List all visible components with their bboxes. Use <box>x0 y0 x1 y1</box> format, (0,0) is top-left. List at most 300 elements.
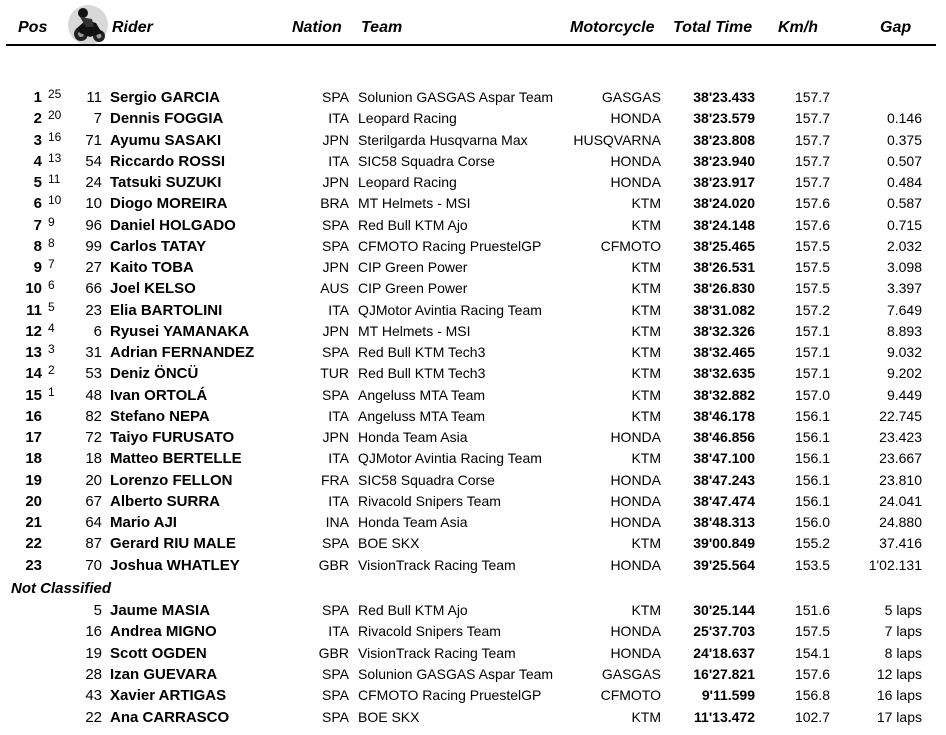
cell-moto: HONDA <box>610 492 661 509</box>
table-row <box>0 300 946 321</box>
cell-points: 25 <box>48 87 62 101</box>
cell-num: 23 <box>85 301 102 319</box>
table-row <box>0 215 946 236</box>
cell-team: SIC58 Squadra Corse <box>358 152 495 169</box>
cell-rider: Scott OGDEN <box>110 644 207 662</box>
cell-time: 24'18.637 <box>693 644 755 661</box>
cell-nation: AUS <box>320 280 349 297</box>
cell-nation: ITA <box>328 492 349 509</box>
cell-team: MT Helmets - MSI <box>358 195 471 212</box>
cell-num: 24 <box>85 174 102 191</box>
header-team: Team <box>361 19 403 36</box>
cell-kmh: 157.6 <box>794 195 830 212</box>
table-row <box>0 193 946 214</box>
cell-num: 82 <box>85 407 102 425</box>
table-row <box>0 363 946 384</box>
cell-nation: SPA <box>322 89 349 105</box>
table-row <box>0 685 946 706</box>
cell-moto: KTM <box>631 450 661 467</box>
cell-time: 11'13.472 <box>694 708 755 725</box>
cell-moto: KTM <box>631 259 661 275</box>
cell-points: 3 <box>48 342 55 356</box>
cell-gap: 0.587 <box>886 195 922 212</box>
cell-rider: Izan GUEVARA <box>110 665 218 683</box>
cell-team: CIP Green Power <box>358 280 468 297</box>
cell-nation: SPA <box>322 665 349 682</box>
cell-num: 6 <box>93 322 102 340</box>
cell-time: 38'47.474 <box>693 492 755 509</box>
cell-kmh: 157.1 <box>794 365 830 382</box>
table-row <box>0 621 946 642</box>
cell-kmh: 156.1 <box>794 471 830 488</box>
cell-rider: Xavier ARTIGAS <box>110 687 227 705</box>
header-divider <box>6 44 936 46</box>
cell-pos: 6 <box>33 195 42 213</box>
cell-moto: HONDA <box>610 623 661 640</box>
cell-pos: 18 <box>25 450 42 468</box>
cell-kmh: 156.0 <box>794 514 830 530</box>
cell-kmh: 157.1 <box>794 322 830 339</box>
cell-moto: KTM <box>631 280 661 297</box>
cell-moto: KTM <box>631 216 661 233</box>
cell-pos: 21 <box>25 514 42 531</box>
cell-kmh: 156.1 <box>794 407 830 424</box>
cell-nation: FRA <box>321 471 349 488</box>
cell-num: 31 <box>85 344 102 361</box>
cell-pos: 1 <box>33 89 42 106</box>
cell-gap: 23.423 <box>879 429 922 445</box>
cell-gap: 3.397 <box>886 280 922 297</box>
cell-team: QJMotor Avintia Racing Team <box>358 450 542 467</box>
cell-pos: 15 <box>25 386 42 404</box>
cell-points: 5 <box>48 299 55 314</box>
table-row <box>0 491 946 512</box>
table-row <box>0 664 946 685</box>
cell-nation: ITA <box>328 407 349 424</box>
cell-rider: Stefano NEPA <box>110 407 210 425</box>
cell-gap: 0.715 <box>886 216 922 233</box>
header-pos: Pos <box>18 19 48 36</box>
cell-moto: KTM <box>631 301 661 318</box>
cell-nation: BRA <box>320 195 349 212</box>
cell-pos: 5 <box>33 174 42 191</box>
cell-rider: Taiyo FURUSATO <box>110 429 235 446</box>
cell-time: 38'25.465 <box>693 237 755 254</box>
cell-pos: 4 <box>33 152 42 170</box>
cell-pos: 11 <box>26 301 42 319</box>
cell-team: Red Bull KTM Tech3 <box>358 365 486 382</box>
cell-nation: ITA <box>328 623 349 640</box>
cell-num: 96 <box>85 216 102 234</box>
cell-gap: 0.507 <box>886 152 922 169</box>
cell-moto: GASGAS <box>601 89 661 105</box>
cell-pos: 19 <box>25 471 42 489</box>
cell-pos: 7 <box>33 216 42 234</box>
cell-team: Leopard Racing <box>358 110 457 127</box>
cell-gap: 0.146 <box>886 110 922 127</box>
cell-time: 30'25.144 <box>693 602 755 618</box>
cell-rider: Ayumu SASAKI <box>110 131 222 149</box>
cell-time: 38'32.465 <box>693 344 755 360</box>
motorcycle-rider-icon <box>66 3 110 47</box>
cell-rider: Ivan ORTOLÁ <box>110 386 208 404</box>
cell-team: Angeluss MTA Team <box>358 407 486 424</box>
cell-rider: Sergio GARCIA <box>110 89 221 106</box>
header-kmh: Km/h <box>778 19 818 36</box>
cell-time: 38'23.808 <box>693 131 755 148</box>
cell-rider: Alberto SURRA <box>110 492 221 510</box>
cell-time: 38'26.830 <box>693 280 755 297</box>
cell-time: 25'37.703 <box>693 623 755 640</box>
cell-rider: Ana CARRASCO <box>110 708 230 726</box>
cell-moto: HONDA <box>610 429 661 445</box>
table-row <box>0 600 946 621</box>
cell-pos: 20 <box>25 492 42 510</box>
cell-pos: 14 <box>25 365 42 383</box>
header-rider: Rider <box>112 19 153 36</box>
cell-num: 27 <box>85 259 102 276</box>
cell-rider: Deniz ÖNCÜ <box>110 365 199 383</box>
cell-rider: Jaume MASIA <box>110 602 211 619</box>
cell-moto: KTM <box>631 602 661 618</box>
cell-nation: SPA <box>322 535 349 552</box>
cell-team: Red Bull KTM Ajo <box>358 602 468 618</box>
cell-nation: ITA <box>328 301 349 318</box>
cell-pos: 3 <box>33 131 42 149</box>
cell-kmh: 157.7 <box>794 131 830 148</box>
cell-gap: 16 laps <box>876 687 922 704</box>
cell-moto: KTM <box>631 195 661 212</box>
cell-points: 8 <box>48 235 55 250</box>
cell-gap: 3.098 <box>886 259 922 275</box>
cell-gap: 12 laps <box>876 665 922 682</box>
cell-gap: 9.032 <box>886 344 922 360</box>
cell-nation: JPN <box>322 174 349 190</box>
cell-team: CFMOTO Racing PruestelGP <box>358 237 542 254</box>
cell-rider: Lorenzo FELLON <box>110 471 233 489</box>
cell-pos: 17 <box>25 429 42 446</box>
cell-time: 38'24.148 <box>693 216 755 233</box>
cell-time: 38'23.579 <box>693 110 755 127</box>
cell-moto: KTM <box>631 386 661 403</box>
cell-gap: 37.416 <box>879 535 922 552</box>
table-row <box>0 643 946 664</box>
cell-moto: CFMOTO <box>600 687 661 704</box>
cell-nation: ITA <box>328 110 349 127</box>
cell-team: Honda Team Asia <box>358 514 468 530</box>
cell-team: Leopard Racing <box>358 174 457 190</box>
cell-nation: ITA <box>328 152 349 169</box>
cell-team: BOE SKX <box>358 535 420 552</box>
table-row <box>0 406 946 427</box>
cell-rider: Dennis FOGGIA <box>110 110 224 128</box>
cell-team: VisionTrack Racing Team <box>358 644 516 661</box>
cell-gap: 0.484 <box>886 174 922 190</box>
cell-rider: Ryusei YAMANAKA <box>110 322 250 340</box>
cell-nation: JPN <box>322 322 349 339</box>
cell-points: 10 <box>48 193 62 208</box>
cell-rider: Diogo MOREIRA <box>110 195 228 213</box>
cell-time: 38'46.178 <box>693 407 755 424</box>
cell-points: 11 <box>48 172 61 186</box>
table-row <box>0 172 946 193</box>
cell-gap: 23.667 <box>879 450 922 467</box>
cell-num: 20 <box>85 471 102 489</box>
cell-rider: Andrea MIGNO <box>110 623 217 641</box>
table-row <box>0 385 946 406</box>
cell-gap: 8.893 <box>886 322 922 339</box>
cell-num: 67 <box>85 492 102 510</box>
cell-points: 6 <box>48 278 55 293</box>
cell-gap: 2.032 <box>886 237 922 254</box>
cell-num: 54 <box>85 152 102 170</box>
cell-num: 64 <box>85 514 102 531</box>
cell-team: Angeluss MTA Team <box>358 386 486 403</box>
cell-gap: 22.745 <box>879 407 922 424</box>
table-row <box>0 427 946 448</box>
cell-points: 9 <box>48 214 55 229</box>
cell-gap: 5 laps <box>884 602 922 618</box>
cell-pos: 10 <box>25 280 42 298</box>
cell-time: 39'25.564 <box>693 556 755 573</box>
cell-rider: Matteo BERTELLE <box>110 450 242 468</box>
cell-gap: 9.449 <box>886 386 922 403</box>
cell-kmh: 151.6 <box>794 602 830 618</box>
cell-nation: SPA <box>322 344 349 360</box>
cell-kmh: 156.1 <box>794 492 830 509</box>
table-row <box>0 448 946 469</box>
cell-team: Solunion GASGAS Aspar Team <box>358 89 554 105</box>
cell-time: 38'26.531 <box>693 259 755 275</box>
cell-time: 38'32.635 <box>693 365 755 382</box>
cell-num: 16 <box>85 623 102 641</box>
table-row <box>0 87 946 108</box>
table-row <box>0 108 946 129</box>
cell-kmh: 153.5 <box>794 556 830 573</box>
table-row <box>0 707 946 728</box>
cell-kmh: 157.5 <box>794 237 830 254</box>
cell-nation: TUR <box>320 365 349 382</box>
cell-team: MT Helmets - MSI <box>358 322 471 339</box>
cell-kmh: 157.6 <box>794 665 830 682</box>
cell-gap: 24.880 <box>879 514 922 530</box>
cell-pos: 23 <box>25 556 42 574</box>
cell-rider: Elia BARTOLINI <box>110 301 223 319</box>
cell-moto: KTM <box>631 407 661 424</box>
cell-num: 10 <box>85 195 102 213</box>
header-motorcycle: Motorcycle <box>570 19 655 36</box>
cell-kmh: 157.1 <box>794 344 830 360</box>
cell-kmh: 156.1 <box>794 450 830 467</box>
cell-points: 4 <box>48 320 55 335</box>
cell-num: 7 <box>93 110 102 128</box>
cell-time: 38'23.917 <box>693 174 755 190</box>
cell-kmh: 157.7 <box>794 174 830 190</box>
cell-nation: GBR <box>318 644 349 661</box>
cell-num: 48 <box>85 386 102 404</box>
cell-kmh: 157.6 <box>794 216 830 233</box>
table-row <box>0 555 946 576</box>
table-row <box>0 236 946 257</box>
cell-team: Honda Team Asia <box>358 429 468 445</box>
table-row <box>0 278 946 299</box>
cell-nation: JPN <box>322 259 349 275</box>
cell-team: Solunion GASGAS Aspar Team <box>358 665 554 682</box>
cell-moto: KTM <box>631 535 661 552</box>
cell-kmh: 154.1 <box>794 644 830 661</box>
cell-gap: 7 laps <box>884 623 922 640</box>
cell-time: 39'00.849 <box>693 535 755 552</box>
cell-moto: HONDA <box>610 556 661 573</box>
table-row <box>0 470 946 491</box>
cell-team: BOE SKX <box>358 708 420 725</box>
cell-moto: CFMOTO <box>600 237 661 254</box>
cell-team: Red Bull KTM Tech3 <box>358 344 486 360</box>
cell-rider: Daniel HOLGADO <box>110 216 236 234</box>
cell-rider: Tatsuki SUZUKI <box>110 174 222 191</box>
cell-rider: Gerard RIU MALE <box>110 535 236 553</box>
cell-team: Red Bull KTM Ajo <box>358 216 468 233</box>
cell-rider: Joel KELSO <box>110 280 196 298</box>
cell-time: 38'47.100 <box>693 450 755 467</box>
table-row <box>0 533 946 554</box>
cell-moto: HONDA <box>610 514 661 530</box>
cell-team: CIP Green Power <box>358 259 468 275</box>
cell-rider: Carlos TATAY <box>110 237 207 255</box>
cell-nation: JPN <box>322 429 349 445</box>
cell-moto: GASGAS <box>601 665 661 682</box>
cell-pos: 22 <box>25 535 42 553</box>
cell-moto: KTM <box>631 365 661 382</box>
cell-gap: 1'02.131 <box>868 556 922 573</box>
cell-num: 53 <box>85 365 102 383</box>
cell-nation: ITA <box>328 450 349 467</box>
cell-nation: JPN <box>322 131 349 148</box>
cell-time: 38'31.082 <box>693 301 755 318</box>
cell-rider: Kaito TOBA <box>110 259 194 276</box>
cell-kmh: 156.8 <box>794 687 830 704</box>
cell-num: 70 <box>85 556 102 574</box>
cell-rider: Adrian FERNANDEZ <box>110 344 255 361</box>
cell-rider: Mario AJI <box>110 514 177 531</box>
header-nation: Nation <box>292 19 342 36</box>
cell-num: 43 <box>85 687 102 705</box>
header-total-time: Total Time <box>673 19 753 36</box>
cell-points: 16 <box>48 129 62 144</box>
not-classified-label: Not Classified <box>11 580 112 597</box>
cell-time: 38'32.326 <box>693 322 755 339</box>
cell-time: 38'46.856 <box>693 429 755 445</box>
cell-nation: SPA <box>322 386 349 403</box>
cell-kmh: 156.1 <box>794 429 830 445</box>
cell-team: QJMotor Avintia Racing Team <box>358 301 542 318</box>
cell-moto: KTM <box>631 708 661 725</box>
cell-time: 9'11.599 <box>701 687 755 704</box>
table-row <box>0 321 946 342</box>
cell-nation: SPA <box>322 237 349 254</box>
cell-time: 38'48.313 <box>693 514 755 530</box>
cell-num: 28 <box>85 665 102 683</box>
cell-pos: 8 <box>33 237 42 255</box>
cell-kmh: 157.7 <box>794 110 830 127</box>
cell-moto: KTM <box>631 344 661 360</box>
cell-num: 99 <box>85 237 102 255</box>
cell-num: 5 <box>93 602 102 619</box>
cell-moto: HONDA <box>610 471 661 488</box>
cell-time: 38'47.243 <box>693 471 755 488</box>
cell-team: SIC58 Squadra Corse <box>358 471 495 488</box>
cell-moto: HONDA <box>610 644 661 661</box>
cell-team: VisionTrack Racing Team <box>358 556 516 573</box>
results-header <box>0 0 946 52</box>
cell-time: 38'23.940 <box>693 152 755 169</box>
cell-gap: 17 laps <box>876 708 922 725</box>
cell-moto: HONDA <box>610 174 661 190</box>
table-row <box>0 151 946 172</box>
cell-nation: SPA <box>322 602 349 618</box>
cell-points: 1 <box>48 384 55 399</box>
cell-nation: SPA <box>322 216 349 233</box>
cell-num: 11 <box>86 89 102 106</box>
cell-pos: 9 <box>33 259 42 276</box>
cell-time: 38'32.882 <box>693 386 755 403</box>
cell-num: 72 <box>85 429 102 446</box>
header-gap: Gap <box>880 19 912 36</box>
cell-pos: 12 <box>25 322 42 340</box>
cell-kmh: 157.5 <box>794 623 830 640</box>
table-row <box>0 130 946 151</box>
cell-team: Rivacold Snipers Team <box>358 623 501 640</box>
cell-gap: 7.649 <box>886 301 922 318</box>
cell-moto: HONDA <box>610 152 661 169</box>
cell-kmh: 157.2 <box>794 301 830 318</box>
table-row <box>0 342 946 363</box>
cell-moto: HUSQVARNA <box>573 131 661 148</box>
table-row <box>0 512 946 533</box>
cell-time: 38'24.020 <box>693 195 755 212</box>
cell-time: 38'23.433 <box>693 89 755 105</box>
cell-gap: 23.810 <box>879 471 922 488</box>
cell-time: 16'27.821 <box>693 665 755 682</box>
cell-num: 19 <box>85 644 102 662</box>
cell-points: 20 <box>48 108 62 123</box>
cell-gap: 8 laps <box>884 644 922 661</box>
cell-team: Sterilgarda Husqvarna Max <box>358 131 528 148</box>
cell-pos: 13 <box>25 344 42 361</box>
cell-points: 7 <box>48 257 55 271</box>
cell-pos: 16 <box>25 407 42 425</box>
cell-kmh: 157.5 <box>794 280 830 297</box>
cell-rider: Joshua WHATLEY <box>110 556 240 574</box>
cell-nation: SPA <box>322 687 349 704</box>
cell-num: 22 <box>85 708 102 726</box>
cell-kmh: 157.0 <box>794 386 830 403</box>
cell-nation: INA <box>325 514 349 530</box>
cell-kmh: 102.7 <box>794 708 830 725</box>
cell-nation: SPA <box>322 708 349 725</box>
cell-gap: 24.041 <box>879 492 922 509</box>
cell-gap: 0.375 <box>886 131 922 148</box>
cell-moto: KTM <box>631 322 661 339</box>
table-row <box>0 257 946 278</box>
cell-points: 13 <box>48 150 62 165</box>
cell-team: Rivacold Snipers Team <box>358 492 501 509</box>
cell-nation: GBR <box>318 556 349 573</box>
cell-gap: 9.202 <box>886 365 922 382</box>
cell-kmh: 157.7 <box>794 152 830 169</box>
cell-pos: 2 <box>33 110 42 128</box>
cell-rider: Riccardo ROSSI <box>110 152 226 170</box>
